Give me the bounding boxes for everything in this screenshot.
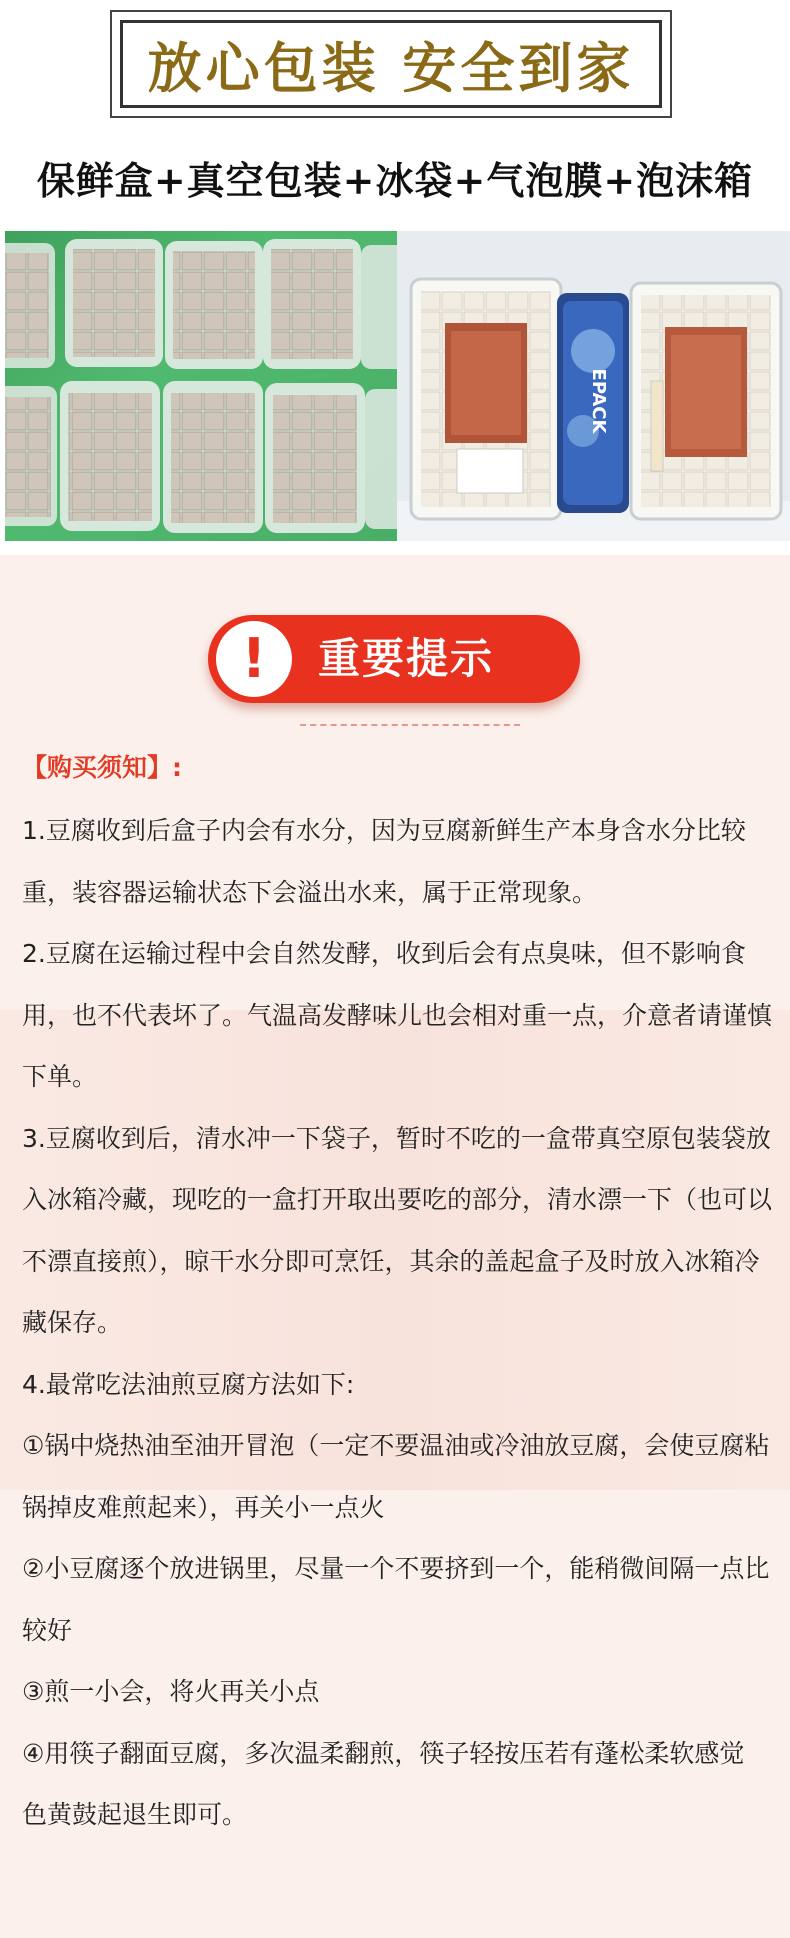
boxed-tofu-with-ice-pack-photo (397, 231, 790, 541)
important-notice-badge (208, 615, 580, 703)
notice-step-3: ③煎一小会，将火再关小点 (22, 1677, 320, 1706)
exclamation-icon (216, 621, 292, 697)
page-title: 放心包装 安全到家 (147, 35, 635, 100)
tofu-packs-illustration (5, 231, 397, 541)
header-banner-frame (120, 20, 662, 108)
dashed-divider (300, 724, 520, 726)
notice-item-1: 1.豆腐收到后盒子内会有水分，因为豆腐新鲜生产本身含水分比较重，装容器运输状态下会溢出水来，属于正常现象。 (22, 816, 746, 907)
purchase-notes-heading: 【购买须知】: (22, 753, 182, 782)
exclamation-icon-glyph: ! (241, 627, 267, 690)
important-notice-label: 重要提示 (318, 634, 495, 683)
notice-item-2: 2.豆腐在运输过程中会自然发酵，收到后会有点臭味，但不影响食用，也不代表坏了。气温高发酵味儿也会相对重一点，介意者请谨慎下单。 (22, 939, 773, 1091)
notice-step-1: ①锅中烧热油至油开冒泡（一定不要温油或冷油放豆腐，会使豆腐粘锅掉皮难煎起来），再关小一点火 (22, 1431, 770, 1522)
notice-item-4: 4.最常吃法油煎豆腐方法如下: (22, 1369, 355, 1399)
product-photos (5, 231, 790, 541)
purchase-notes-list (22, 800, 774, 1846)
boxed-tofu-illustration (397, 231, 790, 541)
notice-step-2: ②小豆腐逐个放进锅里，尽量一个不要挤到一个，能稍微间隔一点比较好 (22, 1554, 770, 1645)
notice-step-4: ④用筷子翻面豆腐，多次温柔翻煎，筷子轻按压若有蓬松柔软感觉 色黄鼓起退生即可。 (22, 1738, 745, 1829)
packaging-subtitle: 保鲜盒+真空包装+冰袋+气泡膜+泡沫箱 (36, 158, 754, 203)
vacuum-packed-tofu-photo (5, 231, 397, 541)
notice-item-3: 3.豆腐收到后，清水冲一下袋子，暂时不吃的一盒带真空原包装袋放入冰箱冷藏，现吃的一盒打开取出要吃的部分，清水漂一下（也可以不漂直接煎），晾干水分即可烹饪，其余的盖起盒子及时放入冰箱冷藏保存。 (22, 1123, 773, 1337)
ice-pack-label: EPACK (588, 368, 609, 434)
header-banner (110, 10, 672, 118)
